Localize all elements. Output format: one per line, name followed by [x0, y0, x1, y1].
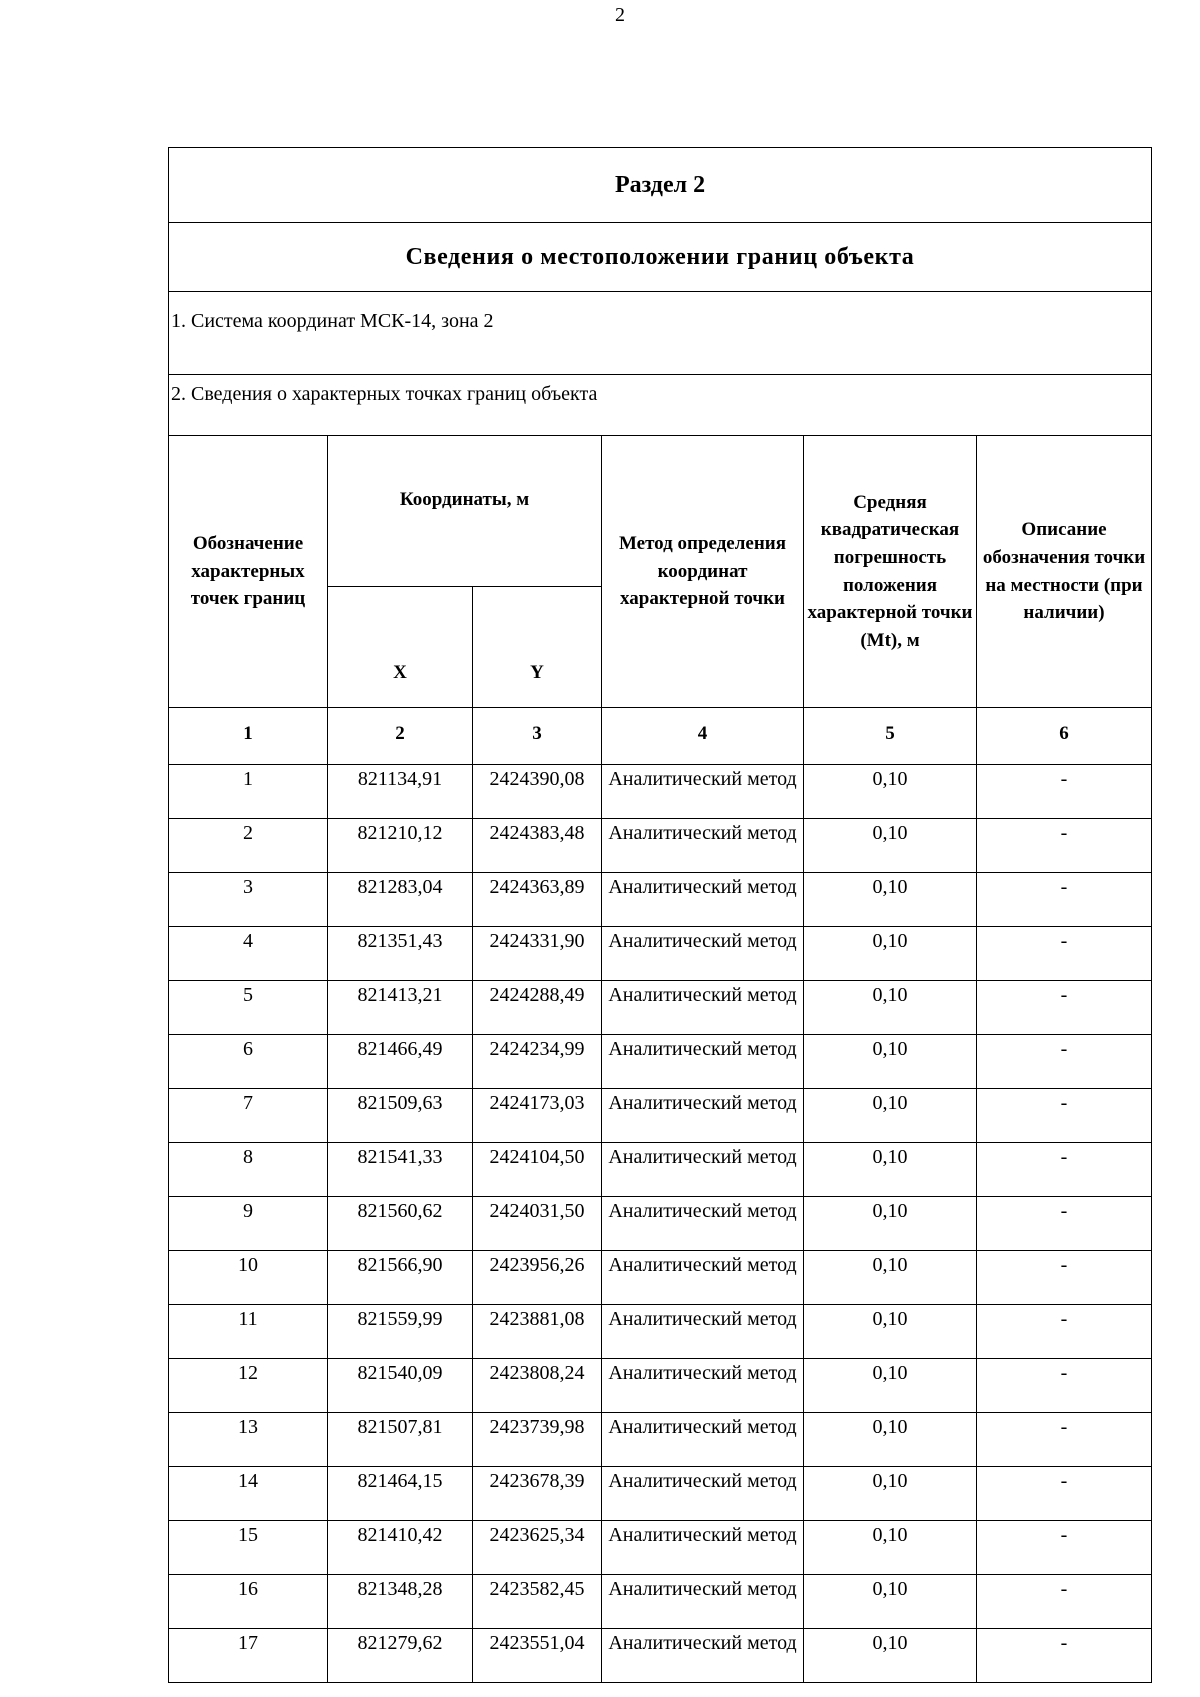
boundary-points-table [168, 147, 1152, 1683]
y-coordinate-cell: 2424234,99 [473, 1035, 602, 1089]
x-coordinate-cell: 821541,33 [328, 1143, 473, 1197]
table-row [169, 1467, 1152, 1521]
error-cell: 0,10 [804, 1359, 977, 1413]
description-cell: - [977, 1251, 1152, 1305]
y-coordinate-cell: 2424173,03 [473, 1089, 602, 1143]
table-row [169, 1089, 1152, 1143]
table-row [169, 1197, 1152, 1251]
method-cell: Аналитический метод [602, 765, 804, 819]
point-number-cell: 6 [169, 1035, 328, 1089]
description-cell: - [977, 1197, 1152, 1251]
point-number-cell: 9 [169, 1197, 328, 1251]
header-coordinates [328, 436, 602, 587]
column-number: 4 [602, 708, 804, 765]
error-cell: 0,10 [804, 819, 977, 873]
error-cell: 0,10 [804, 1035, 977, 1089]
point-number-cell: 5 [169, 981, 328, 1035]
point-number-cell: 3 [169, 873, 328, 927]
coordinate-system: 1. Система координат МСК-14, зона 2 [169, 292, 1152, 375]
header-designation: Обозначение характерных точек границ [169, 436, 328, 708]
description-cell: - [977, 927, 1152, 981]
description-cell: - [977, 819, 1152, 873]
y-coordinate-cell: 2424104,50 [473, 1143, 602, 1197]
y-coordinate-cell: 2424288,49 [473, 981, 602, 1035]
method-cell: Аналитический метод [602, 1359, 804, 1413]
point-number-cell: 8 [169, 1143, 328, 1197]
description-cell: - [977, 1575, 1152, 1629]
method-cell: Аналитический метод [602, 819, 804, 873]
error-cell: 0,10 [804, 1629, 977, 1683]
error-cell: 0,10 [804, 1413, 977, 1467]
method-cell: Аналитический метод [602, 927, 804, 981]
y-coordinate-cell: 2423739,98 [473, 1413, 602, 1467]
error-cell: 0,10 [804, 1305, 977, 1359]
header-error: Средняя квадратическая погрешность положения характерной точки (Mt), м [804, 436, 977, 708]
y-coordinate-cell: 2424390,08 [473, 765, 602, 819]
x-coordinate-cell: 821566,90 [328, 1251, 473, 1305]
point-number-cell: 10 [169, 1251, 328, 1305]
y-coordinate-cell: 2423551,04 [473, 1629, 602, 1683]
method-cell: Аналитический метод [602, 981, 804, 1035]
method-cell: Аналитический метод [602, 1251, 804, 1305]
method-cell: Аналитический метод [602, 1467, 804, 1521]
table-row [169, 1521, 1152, 1575]
error-cell: 0,10 [804, 927, 977, 981]
x-coordinate-cell: 821279,62 [328, 1629, 473, 1683]
header-x: X [328, 587, 473, 708]
method-cell: Аналитический метод [602, 1521, 804, 1575]
section-subtitle: Сведения о местоположении границ объекта [169, 223, 1152, 292]
error-cell: 0,10 [804, 1251, 977, 1305]
y-coordinate-cell: 2424331,90 [473, 927, 602, 981]
y-coordinate-cell: 2424363,89 [473, 873, 602, 927]
column-number: 5 [804, 708, 977, 765]
point-number-cell: 7 [169, 1089, 328, 1143]
y-coordinate-cell: 2423808,24 [473, 1359, 602, 1413]
table-row [169, 1359, 1152, 1413]
error-cell: 0,10 [804, 1575, 977, 1629]
points-heading: 2. Сведения о характерных точках границ объекта [169, 375, 1152, 436]
method-cell: Аналитический метод [602, 1035, 804, 1089]
table-row [169, 1035, 1152, 1089]
section-title: Раздел 2 [169, 148, 1152, 223]
table-row [169, 1251, 1152, 1305]
description-cell: - [977, 1089, 1152, 1143]
error-cell: 0,10 [804, 1521, 977, 1575]
point-number-cell: 2 [169, 819, 328, 873]
method-cell: Аналитический метод [602, 1413, 804, 1467]
x-coordinate-cell: 821351,43 [328, 927, 473, 981]
header-method: Метод определения координат характерной точки [602, 436, 804, 708]
x-coordinate-cell: 821464,15 [328, 1467, 473, 1521]
point-number-cell: 17 [169, 1629, 328, 1683]
header-coordinates-label: Координаты, м [399, 489, 530, 510]
y-coordinate-cell: 2423678,39 [473, 1467, 602, 1521]
description-cell: - [977, 765, 1152, 819]
description-cell: - [977, 1413, 1152, 1467]
table-row [169, 927, 1152, 981]
description-cell: - [977, 873, 1152, 927]
method-cell: Аналитический метод [602, 1197, 804, 1251]
point-number-cell: 16 [169, 1575, 328, 1629]
x-coordinate-cell: 821283,04 [328, 873, 473, 927]
column-number: 6 [977, 708, 1152, 765]
error-cell: 0,10 [804, 873, 977, 927]
method-cell: Аналитический метод [602, 1629, 804, 1683]
column-number: 3 [473, 708, 602, 765]
page-number: 2 [615, 4, 625, 26]
x-coordinate-cell: 821560,62 [328, 1197, 473, 1251]
table-row [169, 1575, 1152, 1629]
x-coordinate-cell: 821410,42 [328, 1521, 473, 1575]
description-cell: - [977, 1305, 1152, 1359]
table-row [169, 819, 1152, 873]
point-number-cell: 4 [169, 927, 328, 981]
y-coordinate-cell: 2424383,48 [473, 819, 602, 873]
description-cell: - [977, 981, 1152, 1035]
header-description: Описание обозначения точки на местности (при наличии) [977, 436, 1152, 708]
table-row [169, 1413, 1152, 1467]
description-cell: - [977, 1467, 1152, 1521]
method-cell: Аналитический метод [602, 1575, 804, 1629]
x-coordinate-cell: 821509,63 [328, 1089, 473, 1143]
x-coordinate-cell: 821348,28 [328, 1575, 473, 1629]
point-number-cell: 11 [169, 1305, 328, 1359]
table-row [169, 873, 1152, 927]
description-cell: - [977, 1035, 1152, 1089]
x-coordinate-cell: 821210,12 [328, 819, 473, 873]
point-number-cell: 15 [169, 1521, 328, 1575]
description-cell: - [977, 1521, 1152, 1575]
point-number-cell: 14 [169, 1467, 328, 1521]
point-number-cell: 12 [169, 1359, 328, 1413]
error-cell: 0,10 [804, 981, 977, 1035]
description-cell: - [977, 1143, 1152, 1197]
header-y: Y [473, 587, 602, 708]
column-number: 1 [169, 708, 328, 765]
y-coordinate-cell: 2423881,08 [473, 1305, 602, 1359]
table-row [169, 981, 1152, 1035]
table-row [169, 765, 1152, 819]
x-coordinate-cell: 821540,09 [328, 1359, 473, 1413]
method-cell: Аналитический метод [602, 1089, 804, 1143]
error-cell: 0,10 [804, 1143, 977, 1197]
column-number: 2 [328, 708, 473, 765]
error-cell: 0,10 [804, 1197, 977, 1251]
y-coordinate-cell: 2424031,50 [473, 1197, 602, 1251]
y-coordinate-cell: 2423582,45 [473, 1575, 602, 1629]
table-row [169, 1629, 1152, 1683]
method-cell: Аналитический метод [602, 1305, 804, 1359]
x-coordinate-cell: 821559,99 [328, 1305, 473, 1359]
y-coordinate-cell: 2423956,26 [473, 1251, 602, 1305]
table-row [169, 1143, 1152, 1197]
table-row [169, 1305, 1152, 1359]
y-coordinate-cell: 2423625,34 [473, 1521, 602, 1575]
method-cell: Аналитический метод [602, 873, 804, 927]
error-cell: 0,10 [804, 1089, 977, 1143]
x-coordinate-cell: 821507,81 [328, 1413, 473, 1467]
x-coordinate-cell: 821466,49 [328, 1035, 473, 1089]
error-cell: 0,10 [804, 1467, 977, 1521]
description-cell: - [977, 1359, 1152, 1413]
error-cell: 0,10 [804, 765, 977, 819]
x-coordinate-cell: 821134,91 [328, 765, 473, 819]
point-number-cell: 13 [169, 1413, 328, 1467]
description-cell: - [977, 1629, 1152, 1683]
method-cell: Аналитический метод [602, 1143, 804, 1197]
point-number-cell: 1 [169, 765, 328, 819]
x-coordinate-cell: 821413,21 [328, 981, 473, 1035]
